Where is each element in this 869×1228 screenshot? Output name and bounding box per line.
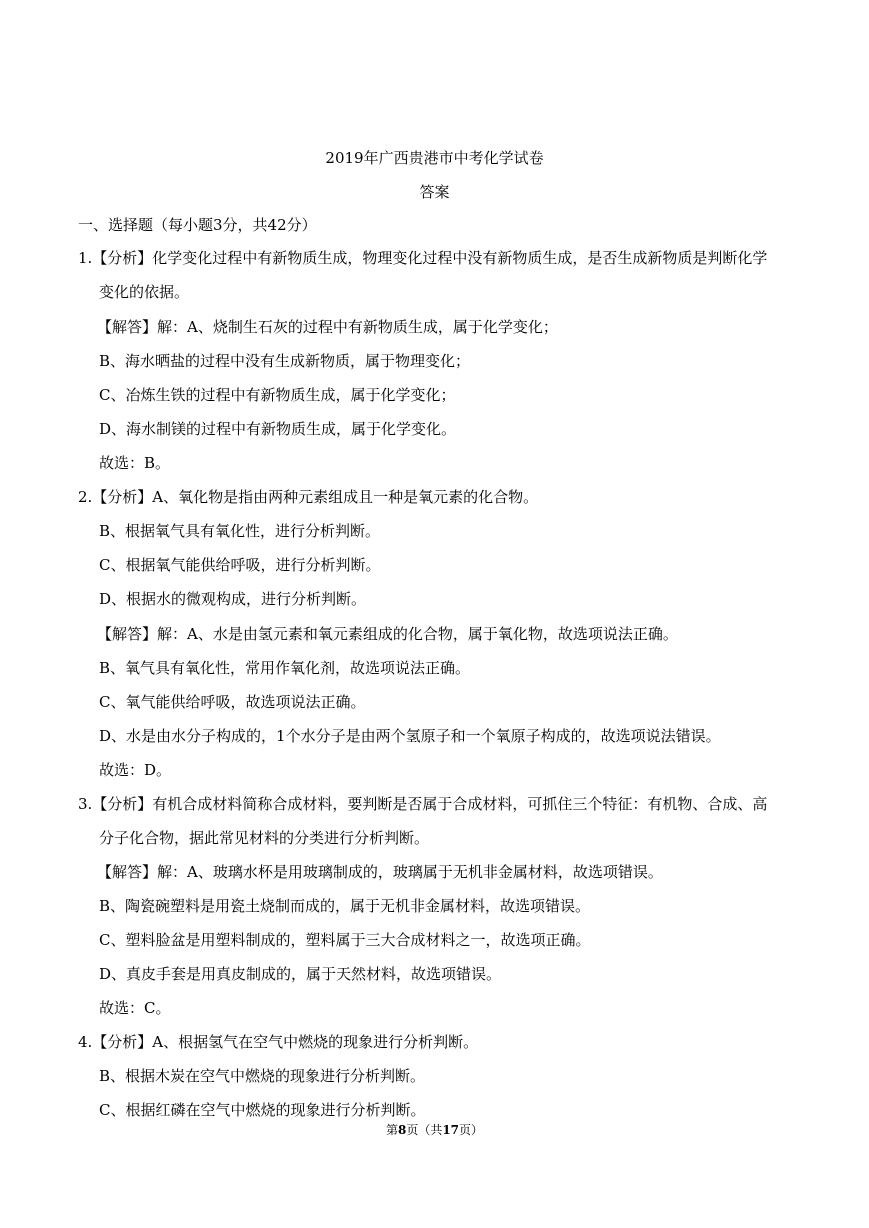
footer-suffix: 页） xyxy=(459,1123,484,1137)
q4-analysis-b: B、根据木炭在空气中燃烧的现象进行分析判断。 xyxy=(99,1067,426,1085)
footer-total-pages: 17 xyxy=(442,1123,460,1137)
q2-answer-d: D、水是由水分子构成的，1个水分子是由两个氢原子和一个氧原子构成的，故选项说法错误。 xyxy=(99,727,721,745)
section-heading: 一、选择题（每小题3分，共42分） xyxy=(78,216,317,234)
footer-prefix: 第 xyxy=(385,1123,398,1137)
q1-analysis-line-2: 变化的依据。 xyxy=(99,283,190,301)
q1-analysis-line-1: 1.【分析】化学变化过程中有新物质生成，物理变化过程中没有新物质生成，是否生成新物质是判断化学 xyxy=(78,249,768,267)
q2-answer-a: 【解答】解：A、水是由氢元素和氧元素组成的化合物，属于氧化物，故选项说法正确。 xyxy=(97,625,678,643)
document-subtitle: 答案 xyxy=(419,183,450,201)
q3-answer-c: C、塑料脸盆是用塑料制成的，塑料属于三大合成材料之一，故选项正确。 xyxy=(99,931,591,949)
q1-answer-a: 【解答】解：A、烧制生石灰的过程中有新物质生成，属于化学变化； xyxy=(97,318,558,336)
q1-answer-d: D、海水制镁的过程中有新物质生成，属于化学变化。 xyxy=(99,420,457,438)
q4-analysis-a: 4.【分析】A、根据氢气在空气中燃烧的现象进行分析判断。 xyxy=(78,1033,479,1051)
q1-answer-b: B、海水晒盐的过程中没有生成新物质，属于物理变化； xyxy=(99,352,471,370)
q3-analysis-line-1: 3.【分析】有机合成材料简称合成材料，要判断是否属于合成材料，可抓住三个特征：有机物、合成、高 xyxy=(78,795,768,813)
q2-analysis-d: D、根据水的微观构成，进行分析判断。 xyxy=(99,590,367,608)
q2-analysis-c: C、根据氧气能供给呼吸，进行分析判断。 xyxy=(99,556,381,574)
q2-choice: 故选：D。 xyxy=(99,761,172,779)
q4-analysis-c: C、根据红磷在空气中燃烧的现象进行分析判断。 xyxy=(99,1101,426,1119)
q2-answer-c: C、氧气能供给呼吸，故选项说法正确。 xyxy=(99,693,366,711)
q3-choice: 故选：C。 xyxy=(99,999,171,1017)
q1-choice: 故选：B。 xyxy=(99,454,171,472)
q3-answer-a: 【解答】解：A、玻璃水杯是用玻璃制成的，玻璃属于无机非金属材料，故选项错误。 xyxy=(97,863,663,881)
q1-answer-c: C、冶炼生铁的过程中有新物质生成，属于化学变化； xyxy=(99,386,456,404)
q3-answer-d: D、真皮手套是用真皮制成的，属于天然材料，故选项错误。 xyxy=(99,965,502,983)
page-footer xyxy=(0,1122,869,1138)
q3-analysis-line-2: 分子化合物，据此常见材料的分类进行分析判断。 xyxy=(99,829,430,847)
q2-analysis-a: 2.【分析】A、氧化物是指由两种元素组成且一种是氧元素的化合物。 xyxy=(78,488,539,506)
q3-answer-b: B、陶瓷碗塑料是用瓷土烧制而成的，属于无机非金属材料，故选项错误。 xyxy=(99,897,591,915)
footer-page-number: 8 xyxy=(397,1123,407,1137)
document-title: 2019年广西贵港市中考化学试卷 xyxy=(325,149,544,167)
q2-answer-b: B、氧气具有氧化性，常用作氧化剂，故选项说法正确。 xyxy=(99,659,471,677)
q2-analysis-b: B、根据氧气具有氧化性，进行分析判断。 xyxy=(99,522,381,540)
footer-middle: 页（共 xyxy=(406,1123,443,1137)
